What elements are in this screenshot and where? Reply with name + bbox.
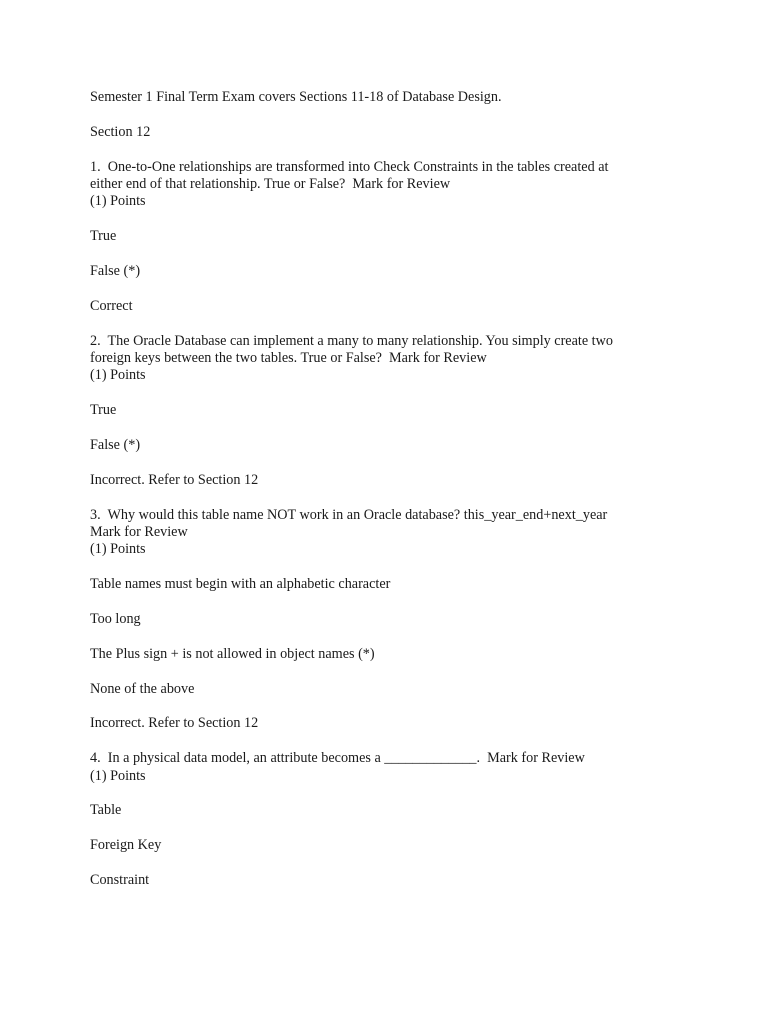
question-3-points: (1) Points: [90, 541, 146, 558]
question-1-points: (1) Points: [90, 193, 146, 210]
question-2-feedback: Incorrect. Refer to Section 12: [90, 471, 259, 488]
question-3-option-4: None of the above: [90, 680, 195, 697]
question-1-option-2: False (*): [90, 263, 141, 279]
question-1-text-line-2: either end of that relationship. True or False? Mark for Review: [90, 176, 451, 192]
question-3-text-line-1: 3. Why would this table name NOT work in an Oracle database? this_year_end+next_year: [90, 506, 608, 523]
question-3-option-1: Table names must begin with an alphabetic character: [90, 576, 391, 593]
question-4-text-line-1: 4. In a physical data model, an attribute becomes a _____________. Mark for Review: [90, 750, 585, 767]
question-4-option-3: Constraint: [90, 871, 150, 888]
question-4: [90, 750, 690, 785]
question-1-text-line-1: 1. One-to-One relationships are transformed into Check Constraints in the tables created at: [90, 158, 609, 175]
question-2-text-line-1: 2. The Oracle Database can implement a many to many relationship. You simply create two: [90, 332, 613, 349]
question-4-points: (1) Points: [90, 767, 146, 784]
intro-text: Semester 1 Final Term Exam covers Sections 11-18 of Database Design.: [90, 89, 502, 105]
question-3: [90, 507, 690, 559]
question-3-option-3: The Plus sign + is not allowed in object names (*): [90, 645, 375, 662]
question-2: [90, 333, 690, 385]
question-1-option-1: True: [90, 228, 117, 245]
question-3-option-2: Too long: [90, 611, 141, 627]
question-2-text-line-2: foreign keys between the two tables. True or False? Mark for Review: [90, 350, 487, 366]
question-2-points: (1) Points: [90, 367, 146, 384]
question-1-feedback: Correct: [90, 297, 133, 314]
question-4-option-1: Table: [90, 802, 122, 819]
question-2-option-2: False (*): [90, 437, 141, 453]
question-3-feedback: Incorrect. Refer to Section 12: [90, 715, 259, 732]
question-4-option-2: Foreign Key: [90, 837, 162, 854]
document-body: [90, 89, 690, 907]
question-2-option-1: True: [90, 402, 117, 419]
section-heading: Section 12: [90, 123, 151, 140]
question-3-text-line-2: Mark for Review: [90, 524, 188, 540]
question-1: [90, 159, 690, 211]
